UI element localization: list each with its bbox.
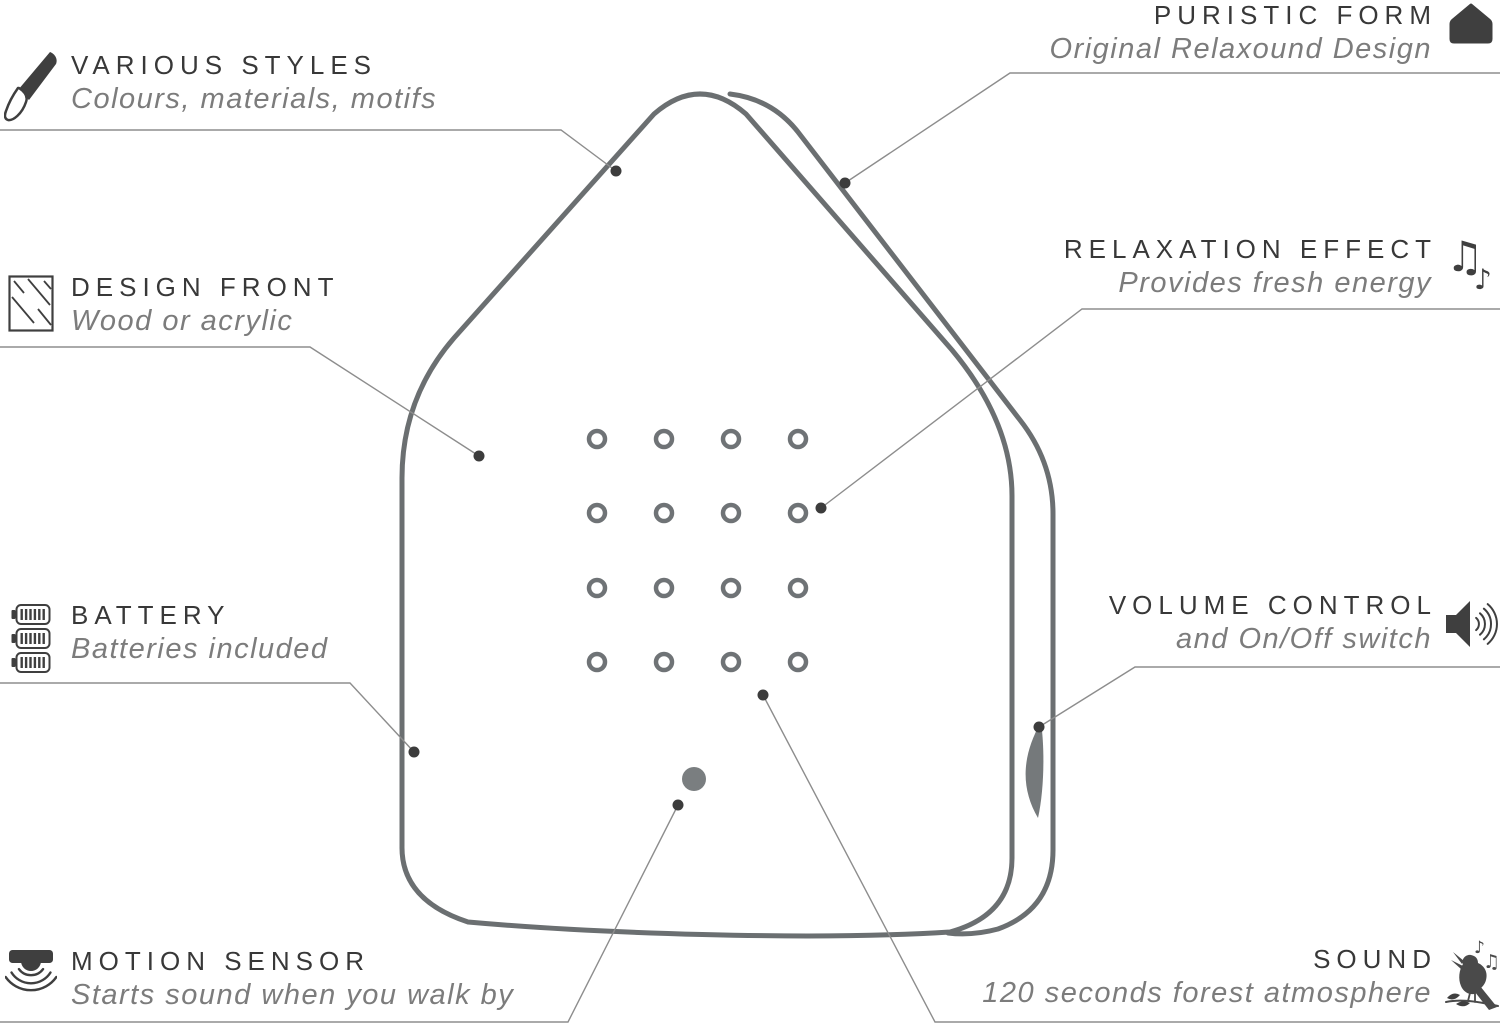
- feature-volume-control: [1109, 590, 1498, 656]
- speaker-icon: [1444, 596, 1498, 652]
- feature-subtitle: and On/Off switch: [1176, 623, 1432, 655]
- feature-battery: [4, 600, 329, 674]
- motion-sensor-dot: [682, 767, 706, 791]
- leader-dot: [758, 690, 769, 701]
- leader-dot: [409, 747, 420, 758]
- single-note-glyph: ♪: [1474, 263, 1492, 296]
- device-front-panel: [402, 94, 1012, 936]
- feature-motion-sensor: [4, 946, 514, 1012]
- feature-title: PURISTIC FORM: [1153, 0, 1437, 30]
- feature-puristic-form: [1050, 0, 1498, 66]
- leader-dot: [1034, 722, 1045, 733]
- bird-single-note-glyph: ♪: [1474, 938, 1485, 958]
- feature-title: DESIGN FRONT: [71, 272, 340, 302]
- motion-sensor-icon: [4, 948, 58, 1012]
- leader-line-battery: [0, 683, 414, 752]
- leader-line-volume-control: [1039, 667, 1500, 727]
- feature-title: MOTION SENSOR: [71, 946, 371, 976]
- leader-line-various-styles: [0, 130, 616, 171]
- feature-various-styles: [4, 50, 437, 126]
- feature-title: RELAXATION EFFECT: [1063, 234, 1437, 264]
- feature-subtitle: Provides fresh energy: [1118, 267, 1432, 299]
- feature-title: VARIOUS STYLES: [71, 50, 378, 80]
- leader-dot: [611, 166, 622, 177]
- leader-dot: [816, 503, 827, 514]
- feature-title: VOLUME CONTROL: [1108, 590, 1437, 620]
- feature-title: BATTERY: [71, 600, 231, 630]
- music-notes-icon: [1444, 234, 1498, 296]
- singing-bird-icon: [1444, 938, 1500, 1016]
- feature-subtitle: Colours, materials, motifs: [71, 83, 438, 115]
- feature-subtitle: 120 seconds forest atmosphere: [982, 977, 1432, 1009]
- feature-design-front: [4, 272, 339, 338]
- leader-dot: [673, 800, 684, 811]
- beamed-note-glyph: ♫: [1446, 232, 1484, 281]
- leader-line-puristic-form: [845, 73, 1500, 183]
- bird-beamed-note-glyph: ♫: [1483, 951, 1500, 973]
- feature-subtitle: Starts sound when you walk by: [71, 979, 515, 1011]
- feature-title: SOUND: [1313, 944, 1437, 974]
- feature-subtitle: Original Relaxound Design: [1049, 33, 1432, 65]
- hatched-panel-icon: [4, 275, 58, 333]
- feature-subtitle: Wood or acrylic: [71, 305, 294, 337]
- feature-relaxation-effect: [1064, 234, 1498, 300]
- volume-wheel: [1026, 722, 1044, 818]
- feature-subtitle: Batteries included: [71, 633, 329, 665]
- feature-sound: [982, 938, 1500, 1016]
- leader-dot: [840, 178, 851, 189]
- paintbrush-icon: [4, 50, 58, 126]
- house-icon: [1444, 3, 1498, 45]
- leader-dot: [474, 451, 485, 462]
- battery-icon: [4, 604, 58, 674]
